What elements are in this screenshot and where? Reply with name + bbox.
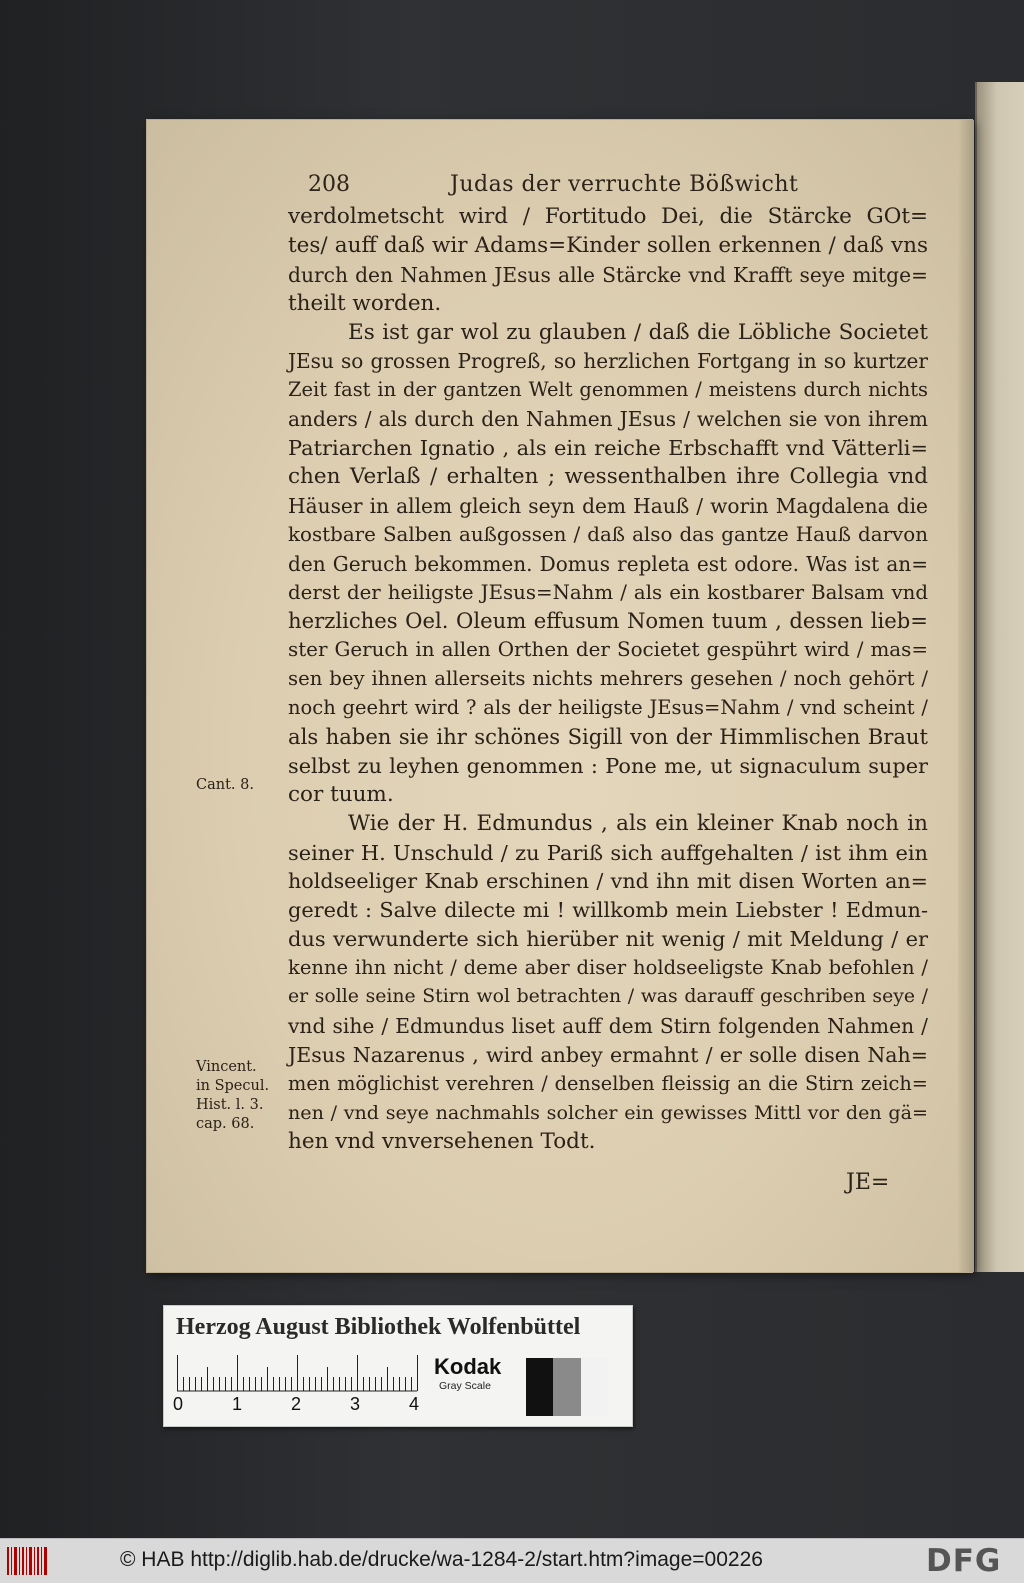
text-line: Wie der H. Edmundus , als ein kleiner Knab noch in bbox=[348, 810, 928, 836]
text-line: Es ist gar wol zu glauben / daß die Löbliche Societet bbox=[348, 319, 928, 345]
text-line: durch den Nahmen JEsus alle Stärcke vnd Krafft seye mitge= bbox=[288, 262, 928, 287]
text-line: men möglichist verehren / denselben fleissig an die Stirn zeich= bbox=[288, 1071, 928, 1095]
text-line: holdseeliger Knab erschinen / vnd ihn mit disen Worten an= bbox=[288, 869, 928, 894]
dfg-logo: DFG bbox=[926, 1543, 1002, 1579]
text-line: Zeit fast in der gantzen Welt genommen / meistens durch nichts bbox=[288, 378, 928, 402]
barcode-icon bbox=[6, 1545, 48, 1577]
text-line: herzliches Oel. Oleum effusum Nomen tuum , dessen lieb= bbox=[288, 608, 928, 634]
text-line: noch geehrt wird ? als der heiligste JEsus=Nahm / vnd scheint / bbox=[288, 696, 928, 720]
text-line: sen bey ihnen allerseits nichts mehrers gesehen / noch gehört / bbox=[288, 667, 928, 691]
marginal-note-line: Hist. l. 3. bbox=[196, 1097, 264, 1113]
marginal-note-line: cap. 68. bbox=[196, 1116, 255, 1132]
footer-credit: © HAB http://diglib.hab.de/drucke/wa-1284-2/start.htm?image=00226 bbox=[120, 1548, 763, 1571]
running-head: Judas der verruchte Bößwicht bbox=[450, 172, 799, 197]
text-line: seiner H. Unschuld / zu Pariß sich auffgehalten / ist ihm ein bbox=[288, 840, 928, 865]
text-line: kostbare Salben außgossen / daß also das gantze Hauß darvon bbox=[288, 522, 928, 546]
color-target-card bbox=[163, 1305, 633, 1427]
ruler-numbers bbox=[173, 1394, 427, 1418]
text-line: chen Verlaß / erhalten ; wessenthalben ihre Collegia vnd bbox=[288, 464, 928, 490]
text-line: nen / vnd seye nachmahls solcher ein gewisses Mittl vor den gä= bbox=[288, 1100, 928, 1124]
text-line: derst der heiligste JEsus=Nahm / als ein kostbarer Balsam vnd bbox=[288, 580, 928, 604]
ruler-number: 1 bbox=[232, 1394, 243, 1414]
text-line: JEsus Nazarenus , wird anbey ermahnt / er solle disen Nah= bbox=[288, 1042, 928, 1067]
footer-bar bbox=[0, 1538, 1024, 1583]
ruler-number: 3 bbox=[350, 1394, 361, 1414]
gray-swatch bbox=[581, 1358, 608, 1416]
marginal-note-line: Vincent. bbox=[196, 1059, 257, 1075]
page-header bbox=[300, 172, 920, 202]
library-name: Herzog August Bibliothek Wolfenbüttel bbox=[176, 1314, 581, 1340]
text-line: ster Geruch in allen Orthen der Societet gespührt wird / mas= bbox=[288, 638, 928, 662]
ruler-ticks bbox=[177, 1354, 427, 1392]
body-text bbox=[288, 203, 928, 1156]
text-line: vnd sihe / Edmundus liset auff dem Stirn folgenden Nahmen / bbox=[288, 1013, 928, 1038]
text-line: Patriarchen Ignatio , als ein reiche Erbschafft vnd Vätterli= bbox=[288, 436, 928, 461]
ruler-number: 0 bbox=[173, 1394, 184, 1414]
gray-swatch bbox=[526, 1358, 553, 1416]
text-line: als haben sie ihr schönes Sigill von der Himmlischen Braut bbox=[288, 724, 928, 750]
gray-swatches bbox=[526, 1358, 608, 1416]
catchword: JE= bbox=[846, 1170, 890, 1195]
ruler-number: 2 bbox=[291, 1394, 302, 1414]
text-line: den Geruch bekommen. Domus repleta est odore. Was ist an= bbox=[288, 551, 928, 576]
gray-scale-label: Gray Scale bbox=[439, 1380, 491, 1392]
text-line: theilt worden. bbox=[288, 290, 442, 316]
gray-swatch bbox=[553, 1358, 580, 1416]
text-line: hen vnd vnversehenen Todt. bbox=[288, 1128, 596, 1154]
page-gutter-shadow bbox=[958, 120, 974, 1272]
ruler-number: 4 bbox=[409, 1394, 420, 1414]
text-line: kenne ihn nicht / deme aber diser holdseeligste Knab befohlen / bbox=[288, 956, 928, 980]
text-line: dus verwunderte sich hierüber nit wenig / mit Meldung / er bbox=[288, 927, 928, 952]
scale-ruler bbox=[173, 1354, 427, 1414]
text-line: selbst zu leyhen genommen : Pone me, ut signaculum super bbox=[288, 753, 928, 778]
page-number: 208 bbox=[308, 172, 350, 197]
kodak-logo: Kodak bbox=[434, 1354, 502, 1379]
text-line: JEsu so grossen Progreß, so herzlichen Fortgang in so kurtzer bbox=[288, 349, 928, 374]
text-line: er solle seine Stirn wol betrachten / was darauff geschriben seye / bbox=[288, 986, 928, 1008]
text-line: anders / als durch den Nahmen JEsus / welchen sie von ihrem bbox=[288, 407, 928, 432]
text-line: verdolmetscht wird / Fortitudo Dei, die Stärcke GOt= bbox=[288, 204, 928, 229]
text-line: cor tuum. bbox=[288, 781, 394, 807]
text-line: tes/ auff daß wir Adams=Kinder sollen erkennen / daß vns bbox=[288, 232, 928, 258]
marginal-note-vincent bbox=[196, 1058, 269, 1134]
text-line: Häuser in allem gleich seyn dem Hauß / worin Magdalena die bbox=[288, 493, 928, 518]
text-line: geredt : Salve dilecte mi ! willkomb mein Liebster ! Edmun- bbox=[288, 898, 928, 923]
marginal-note-line: in Specul. bbox=[196, 1078, 270, 1094]
marginal-note-cant: Cant. 8. bbox=[196, 777, 254, 793]
adjacent-page-edge bbox=[975, 82, 1024, 1272]
